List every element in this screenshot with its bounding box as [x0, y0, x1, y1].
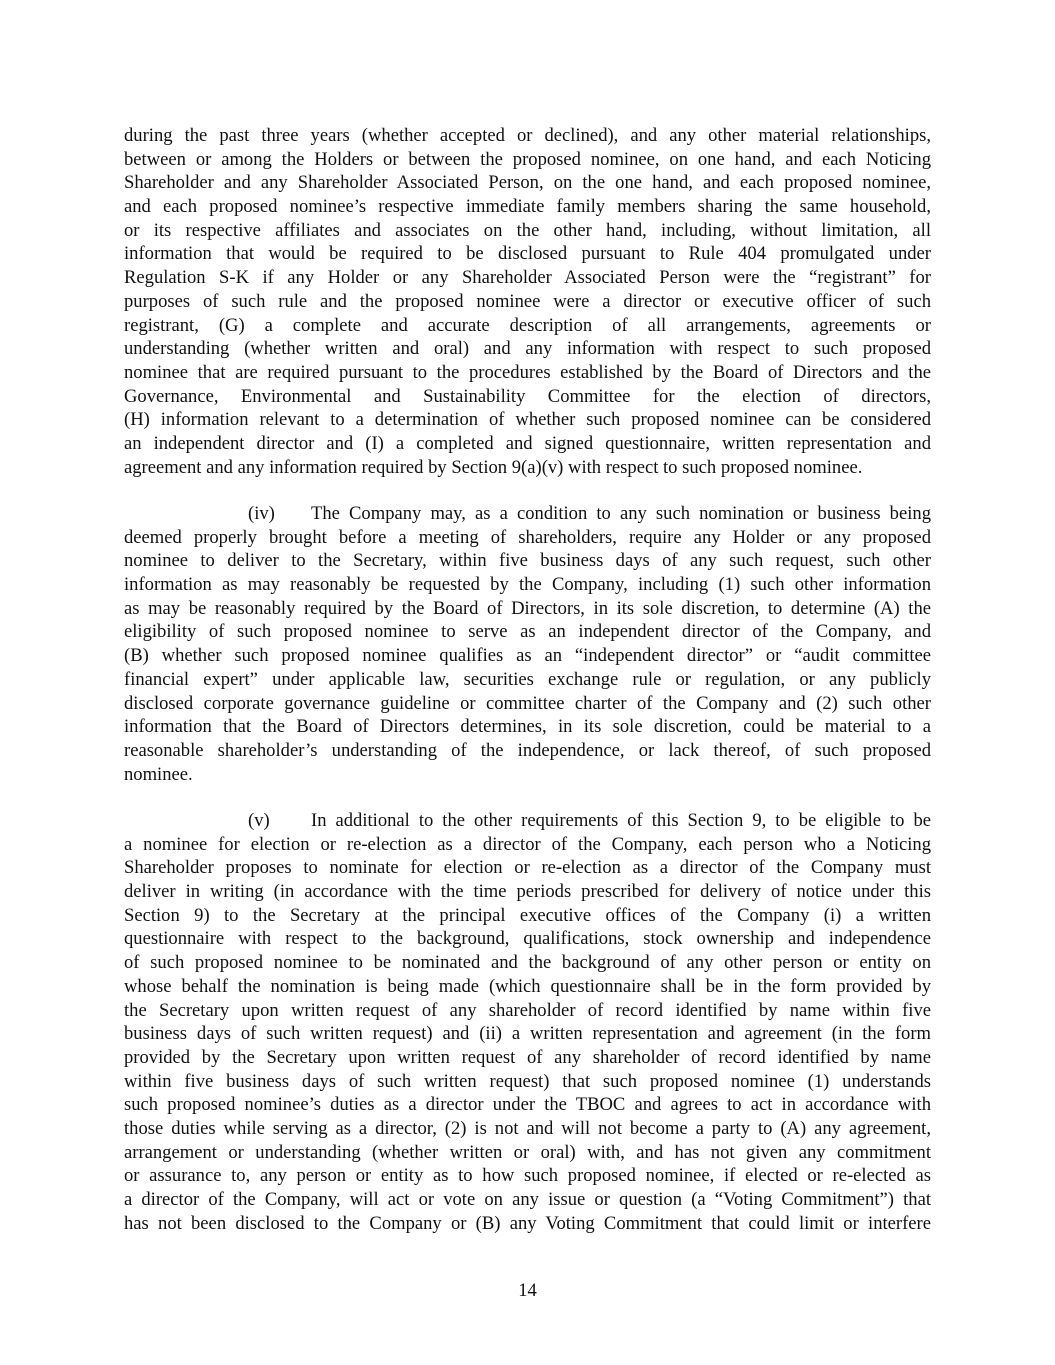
section-marker: (v) [248, 810, 270, 831]
text-line: Shareholder proposes to nominate for election or re-election as a director of the Company must [124, 857, 931, 879]
text-line: (B) whether such proposed nominee qualifies as an “independent director” or “audit committee [124, 645, 931, 667]
text-line: Governance, Environmental and Sustainability Committee for the election of directors, [124, 385, 931, 407]
first-line-text: The Company may, as a condition to any such nomination or business being [311, 503, 931, 524]
text-line: information that the Board of Directors determines, in its sole discretion, could be material to a [124, 716, 931, 738]
first-line [124, 502, 931, 526]
text-line: within five business days of such written request) that such proposed nominee (1) understands [124, 1070, 931, 1092]
page-number: 14 [518, 1280, 537, 1301]
text-line: purposes of such rule and the proposed nominee were a director or executive officer of such [124, 290, 931, 312]
text-line: has not been disclosed to the Company or (B) any Voting Commitment that could limit or interfere [124, 1212, 931, 1234]
text-line: the Secretary upon written request of any shareholder of record identified by name within five [124, 999, 931, 1021]
paragraph-iv [124, 502, 931, 786]
text-line: financial expert” under applicable law, securities exchange rule or regulation, or any publicly [124, 668, 931, 690]
text-line: nominee. [124, 763, 193, 785]
first-line-text: In additional to the other requirements of this Section 9, to be eligible to be [311, 810, 931, 831]
text-line: an independent director and (I) a completed and signed questionnaire, written representation and [124, 432, 931, 454]
text-line: nominee to deliver to the Secretary, within five business days of any such request, such other [124, 550, 931, 572]
text-line: between or among the Holders or between the proposed nominee, on one hand, and each Noticing [124, 148, 931, 170]
text-line: provided by the Secretary upon written request of any shareholder of record identified by name [124, 1046, 931, 1068]
text-line: understanding (whether written and oral) and any information with respect to such proposed [124, 338, 931, 360]
section-marker: (iv) [248, 503, 275, 524]
text-line: deliver in writing (in accordance with the time periods prescribed for delivery of notice under this [124, 881, 931, 903]
text-line: (H) information relevant to a determination of whether such proposed nominee can be considered [124, 409, 931, 431]
text-line: as may be reasonably required by the Board of Directors, in its sole discretion, to determine (A) the [124, 597, 931, 619]
text-line: agreement and any information required by Section 9(a)(v) with respect to such proposed nominee. [124, 456, 863, 478]
text-line: reasonable shareholder’s understanding of the independence, or lack thereof, of such proposed [124, 739, 931, 761]
text-line: information as may reasonably be requested by the Company, including (1) such other information [124, 574, 931, 596]
text-line: a director of the Company, will act or vote on any issue or question (a “Voting Commitment”) that [124, 1189, 931, 1210]
text-line: such proposed nominee’s duties as a director under the TBOC and agrees to act in accordance with [124, 1094, 931, 1116]
text-line: nominee that are required pursuant to the procedures established by the Board of Directors and the [124, 361, 931, 383]
text-line: Section 9) to the Secretary at the principal executive offices of the Company (i) a written [124, 904, 931, 926]
text-line: disclosed corporate governance guideline or committee charter of the Company and (2) such other [124, 692, 931, 714]
text-line: or assurance to, any person or entity as to how such proposed nominee, if elected or re-elected as [124, 1165, 931, 1187]
text-line: business days of such written request) and (ii) a written representation and agreement (in the form [124, 1023, 931, 1045]
text-line: of such proposed nominee to be nominated and the background of any other person or entity on [124, 952, 931, 974]
text-line: deemed properly brought before a meeting of shareholders, require any Holder or any proposed [124, 526, 931, 548]
text-line: those duties while serving as a director, (2) is not and will not become a party to (A) any agreement, [124, 1117, 931, 1139]
text-line: during the past three years (whether accepted or declined), and any other material relationships, [124, 125, 931, 146]
text-line: arrangement or understanding (whether written or oral) with, and has not given any commitment [124, 1141, 931, 1163]
text-line: whose behalf the nomination is being made (which questionnaire shall be in the form provided by [124, 975, 931, 997]
paragraph-v [124, 809, 931, 1235]
text-line: Shareholder and any Shareholder Associated Person, on the one hand, and each proposed nominee, [124, 172, 931, 194]
text-line: questionnaire with respect to the background, qualifications, stock ownership and independence [124, 928, 931, 950]
text-line: eligibility of such proposed nominee to serve as an independent director of the Company, and [124, 621, 931, 643]
text-line: a nominee for election or re-election as a director of the Company, each person who a Noticing [124, 833, 931, 855]
paragraph-continuation [124, 124, 931, 479]
text-line: registrant, (G) a complete and accurate description of all arrangements, agreements or [124, 314, 931, 336]
text-line: Regulation S-K if any Holder or any Shareholder Associated Person were the “registrant” for [124, 267, 931, 289]
first-line [124, 809, 931, 833]
text-line: information that would be required to be disclosed pursuant to Rule 404 promulgated under [124, 243, 931, 265]
text-line: or its respective affiliates and associates on the other hand, including, without limitation, all [124, 219, 931, 241]
text-line: and each proposed nominee’s respective immediate family members sharing the same household, [124, 196, 931, 218]
